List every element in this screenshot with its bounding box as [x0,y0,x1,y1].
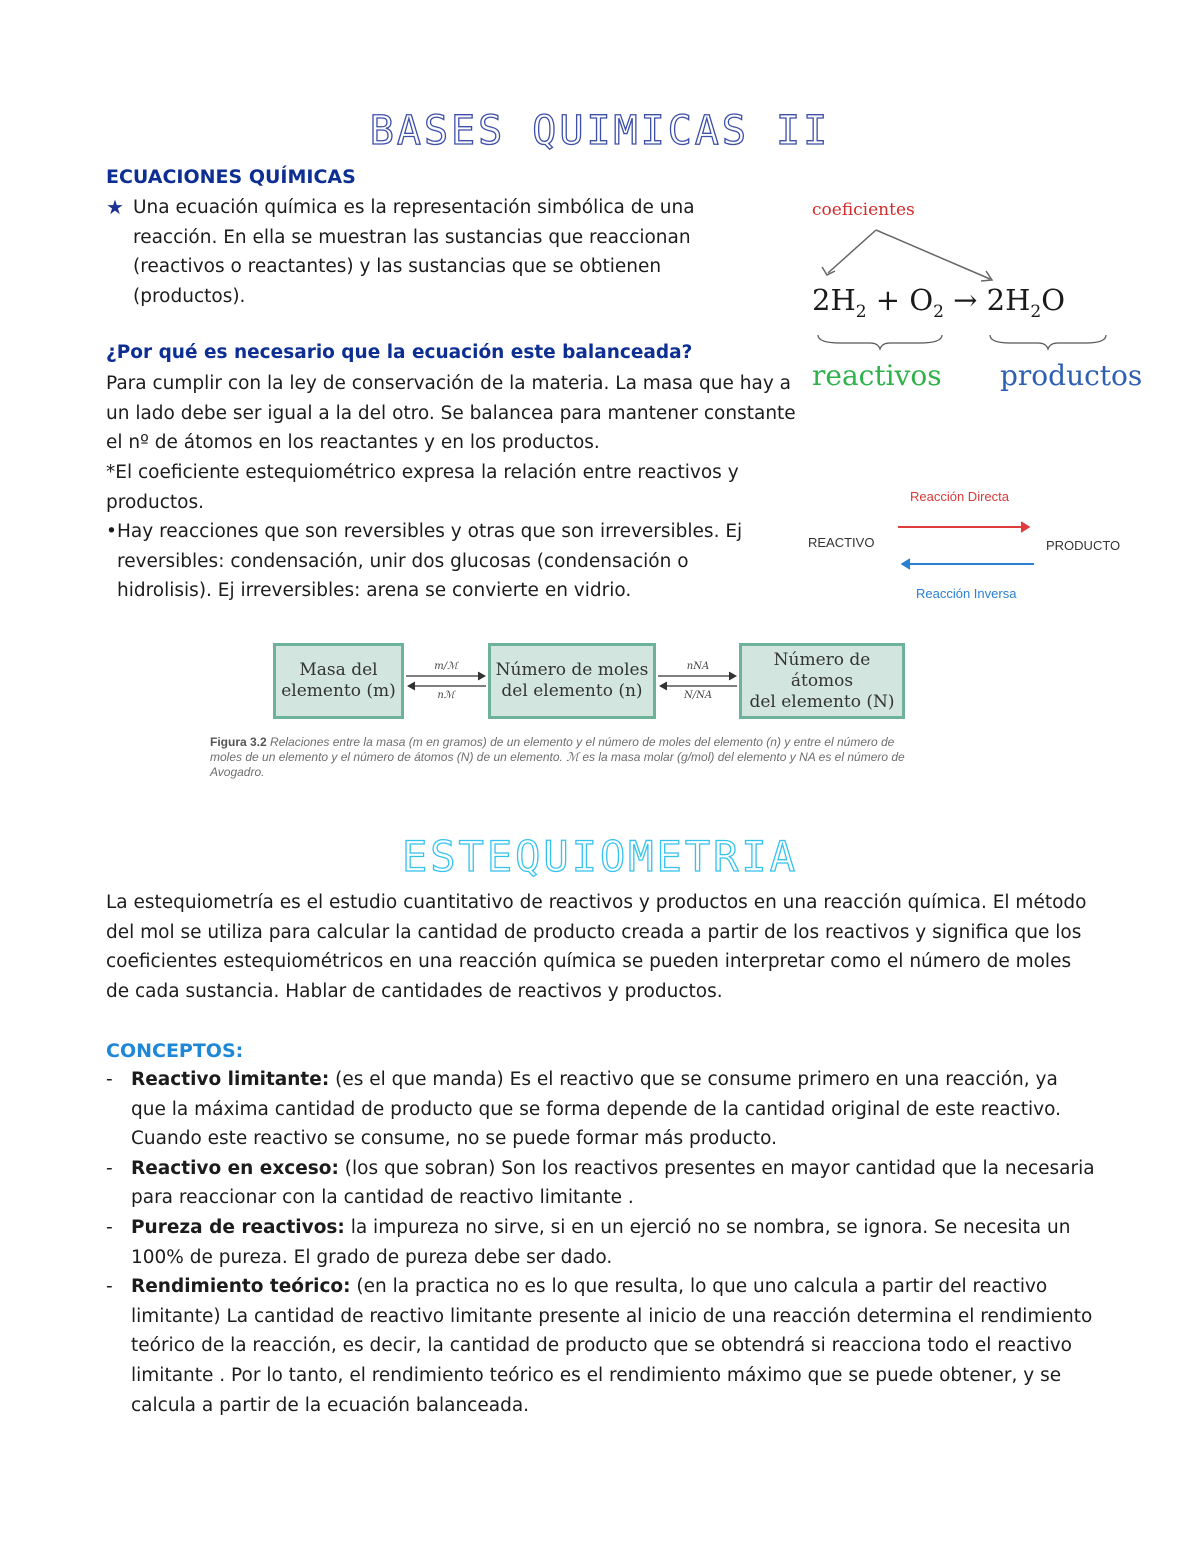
product-label: PRODUCTO [1046,538,1121,553]
star-icon: ★ [106,195,124,219]
direct-reaction-label: Reacción Directa [910,489,1009,504]
chemical-equation [812,283,1065,322]
section-heading-ecuaciones: ECUACIONES QUÍMICAS [106,166,356,188]
arrow1-bottom-label: nℳ [437,690,455,701]
mass-box-line2: elemento (m) [281,681,396,701]
products-label: productos [1000,359,1143,392]
dash-mark: - [106,1216,113,1238]
arrow2-bottom-label: N/NA [683,690,713,701]
question-heading: ¿Por qué es necesario que la ecuación este balanceada? [106,342,693,363]
arrow1-top-label: m/ℳ [434,661,458,672]
answer-paragraph: Para cumplir con la ley de conservación de la materia. La masa que hay a un lado debe ser igual a la del otro. Se balancea para mantener constante el nº de átomos en los reactantes y en los productos. [106,373,796,454]
concept-text: la impureza no sirve, si en un ejerció no se nombra, se ignora. Se necesita un 100% de pureza. El grado de pureza debe ser dado. [131,1216,1071,1268]
concepts-heading: CONCEPTOS: [106,1040,244,1062]
dash-mark: - [106,1157,113,1179]
concept-term: Reactivo en exceso: [131,1157,339,1179]
reactant-label: REACTIVO [808,535,875,550]
note-paragraph: *El coeficiente estequiométrico expresa la relación entre reactivos y productos. [106,462,739,513]
caption-text: Relaciones entre la masa (m en gramos) de un elemento y el número de moles del elemento (n) y entre el número de moles de un elemento y el número de átomos (N) de un elemento. ℳ es la masa molar (g/mol) del elemento y NA es el número de Avogadro. [210,735,905,779]
caption-label: Figura 3.2 [210,735,267,749]
conversion-arrows [270,640,910,730]
list-item [106,1154,1096,1213]
concepts-list [106,1065,1096,1420]
concept-text: (los que sobran) Son los reactivos presentes en mayor cantidad que la necesaria para reaccionar con la cantidad de reactivo limitante . [131,1157,1095,1209]
coefficients-label: coeficientes [812,200,915,220]
reversible-paragraph: Hay reacciones que son reversibles y otras que son irreversibles. Ej reversibles: condensación, unir dos glucosas (condensación o hidrolisis). Ej irreversibles: arena se convierte en vidrio. [117,521,743,602]
concept-term: Rendimiento teórico: [131,1276,351,1298]
definition-paragraph: Una ecuación química es la representación simbólica de una reacción. En ella se muestran las sustancias que reaccionan (reactivos o reactantes) y las sustancias que se obtienen (productos). [133,197,695,307]
list-item [106,1213,1096,1272]
figure-caption [210,735,910,780]
concept-text: (en la practica no es lo que resulta, lo que uno calcula a partir del reactivo limitante) La cantidad de reactivo limitante presente al inicio de una reacción determina el rendimiento teórico de la reacción, es decir, la cantidad de producto que se obtendrá si reacciona todo el reactivo limitante . Por lo tanto, el rendimiento teórico es el rendimiento máximo que se puede obtener, y se calcula a partir de la ecuación balanceada. [131,1276,1093,1416]
eq-sub-2: 2 [933,301,944,322]
mole-relations-figure [210,640,910,795]
intro-paragraph: La estequiometría es el estudio cuantitativo de reactivos y productos en una reacción química. El método del mol se utiliza para calcular la cantidad de producto creada a partir de los reactivos y significa que los coeficientes estequiométricos en una reacción química se pueden interpretar como el número de moles de cada sustancia. Hablar de cantidades de reactivos y productos. [106,892,1087,1002]
bullet-dot: • [106,521,117,542]
moles-box-line2: del elemento (n) [501,681,643,701]
page-title: BASES QUIMICAS II [369,108,831,154]
eq-term-2: + O [866,283,934,317]
arrow2-top-label: nNA [686,661,710,672]
moles-box-line1: Número de moles [495,660,649,680]
inverse-reaction-label: Reacción Inversa [916,586,1017,601]
eq-term-4: O [1041,283,1066,317]
reactants-label: reactivos [812,359,942,392]
eq-term-3: → 2H [943,283,1031,317]
atoms-box-line1: Número de átomos [773,649,871,691]
eq-sub-3: 2 [1030,301,1042,322]
dash-mark: - [106,1276,113,1298]
mass-box-line1: Masa del [299,660,378,680]
concept-term: Reactivo limitante: [131,1069,330,1090]
eq-sub-1: 2 [855,301,867,322]
concept-term: Pureza de reactivos: [131,1216,345,1238]
list-item [106,1272,1096,1420]
concept-text: (es el que manda) Es el reactivo que se consume primero en una reacción, ya que la máxima cantidad de producto que se forma depende de la cantidad original de este reactivo. Cuando este reactivo se consume, no se puede formar más producto. [131,1069,1061,1150]
eq-term-1: 2H [812,283,856,317]
atoms-box-line2: del elemento (N) [749,691,895,712]
section-title-estequiometria: ESTEQUIOMETRIA [401,832,798,881]
dash-mark: - [106,1069,113,1090]
reaction-direction-figure [800,480,1160,610]
list-item [106,1065,1096,1154]
equation-figure [800,195,1160,405]
